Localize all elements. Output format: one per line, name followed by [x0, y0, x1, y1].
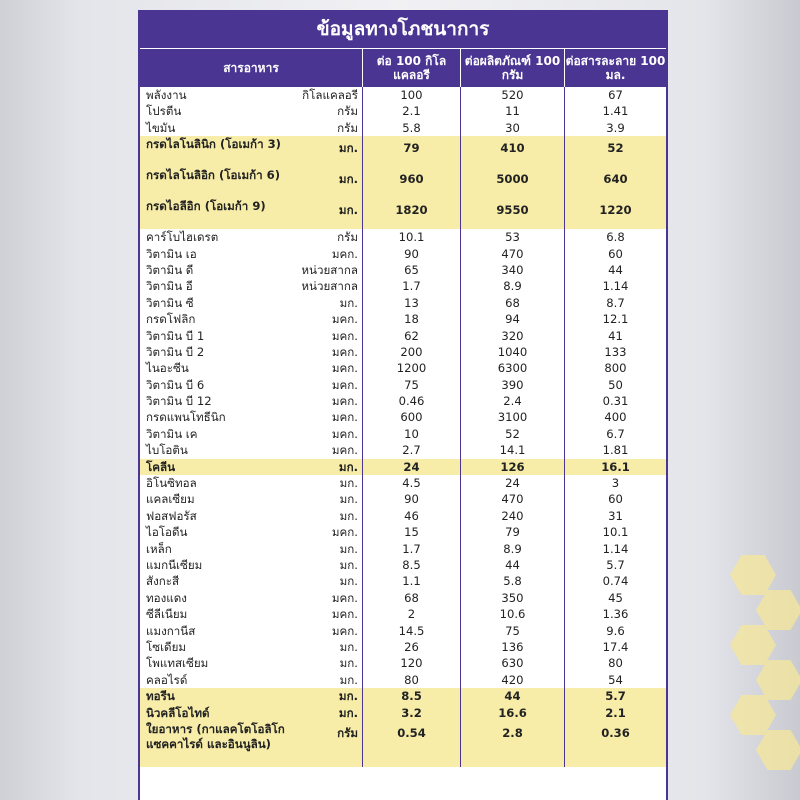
row-value-per-100ml: 44: [564, 262, 666, 278]
row-unit: มก.: [338, 705, 358, 720]
row-nutrient-name: กรดโฟลิก: [146, 312, 196, 327]
row-unit: มคก.: [331, 394, 358, 409]
row-unit: มก.: [339, 672, 358, 687]
table-row: [140, 508, 666, 524]
row-value-per-100g: 1040: [460, 344, 564, 360]
row-value-per-100ml: 3.9: [564, 120, 666, 136]
row-value-per-100g: 126: [460, 459, 564, 475]
row-unit: กรัม: [337, 104, 358, 119]
row-value-per-100kcal: 2.1: [362, 103, 460, 119]
row-unit: มคก.: [331, 246, 358, 261]
row-value-per-100g: 16.6: [460, 705, 564, 721]
row-value-per-100g: 44: [460, 557, 564, 573]
row-unit: มก.: [338, 689, 358, 704]
row-unit: หน่วยสากล: [301, 262, 358, 277]
row-value-per-100kcal: 8.5: [362, 557, 460, 573]
row-value-per-100kcal: 24: [362, 459, 460, 475]
row-unit: มคก.: [331, 623, 358, 638]
row-value-per-100ml: 1.36: [564, 606, 666, 622]
row-value-per-100g: 340: [460, 262, 564, 278]
row-value-per-100ml: 60: [564, 491, 666, 507]
row-value-per-100ml: 5.7: [564, 557, 666, 573]
row-unit: หน่วยสากล: [301, 279, 358, 294]
row-nutrient-name: อิโนซิทอล: [146, 476, 197, 491]
row-nutrient-name: แมกนีเซียม: [146, 557, 203, 572]
table-row: [140, 459, 666, 475]
row-value-per-100kcal: 65: [362, 262, 460, 278]
row-value-per-100kcal: 1.7: [362, 278, 460, 294]
table-row: [140, 295, 666, 311]
table-row: [140, 541, 666, 557]
table-row: [140, 573, 666, 589]
row-value-per-100kcal: 13: [362, 295, 460, 311]
row-nutrient-name: วิตามิน อี: [146, 279, 193, 294]
row-nutrient-name: วิตามิน บี 12: [146, 394, 212, 409]
row-value-per-100kcal: 960: [362, 167, 460, 198]
row-value-per-100kcal: 79: [362, 136, 460, 167]
row-value-per-100g: 44: [460, 688, 564, 704]
row-value-per-100kcal: 90: [362, 491, 460, 507]
row-value-per-100kcal: 62: [362, 328, 460, 344]
row-value-per-100kcal: 1200: [362, 360, 460, 376]
row-nutrient-name: คลอไรด์: [146, 672, 188, 687]
table-row: [140, 360, 666, 376]
row-nutrient-name: ซีลีเนียม: [146, 607, 188, 622]
table-row: [140, 524, 666, 540]
table-row: [140, 442, 666, 458]
row-value-per-100ml: 1.14: [564, 278, 666, 294]
row-value-per-100kcal: 8.5: [362, 688, 460, 704]
row-value-per-100ml: 67: [564, 87, 666, 103]
row-value-per-100ml: 800: [564, 360, 666, 376]
row-nutrient-name: นิวคลีโอไทด์: [146, 705, 210, 720]
row-value-per-100g: 8.9: [460, 278, 564, 294]
row-value-per-100g: 2.4: [460, 393, 564, 409]
row-unit: มคก.: [331, 328, 358, 343]
row-unit: มก.: [339, 476, 358, 491]
row-nutrient-name: ไอโอดีน: [146, 525, 188, 540]
row-unit: มคก.: [331, 410, 358, 425]
table-row: [140, 87, 666, 103]
row-value-per-100ml: 3: [564, 475, 666, 491]
row-value-per-100ml: 12.1: [564, 311, 666, 327]
row-value-per-100ml: 400: [564, 409, 666, 425]
header-per-100g: ต่อผลิตภัณฑ์ 100 กรัม: [460, 49, 564, 87]
row-unit: มคก.: [331, 443, 358, 458]
row-value-per-100kcal: 10.1: [362, 229, 460, 245]
table-header: [140, 48, 666, 87]
row-unit: มคก.: [331, 377, 358, 392]
row-value-per-100kcal: 46: [362, 508, 460, 524]
table-row: [140, 590, 666, 606]
table-row: [140, 262, 666, 278]
row-nutrient-name: กรดแพนโทธีนิก: [146, 410, 226, 425]
row-value-per-100g: 75: [460, 623, 564, 639]
hexagon-decoration: [756, 730, 800, 770]
row-unit: มก.: [339, 574, 358, 589]
row-value-per-100g: 410: [460, 136, 564, 167]
row-value-per-100kcal: 10: [362, 426, 460, 442]
row-unit: มคก.: [331, 344, 358, 359]
row-unit: มก.: [339, 639, 358, 654]
hexagon-decoration: [756, 660, 800, 700]
table-row: [140, 377, 666, 393]
row-nutrient-name: วิตามิน บี 2: [146, 344, 205, 359]
row-value-per-100g: 11: [460, 103, 564, 119]
table-row: [140, 311, 666, 327]
table-row: [140, 688, 666, 704]
row-nutrient-name: กรดไอลีอิก (โอเมก้า 9): [146, 199, 266, 214]
row-value-per-100ml: 31: [564, 508, 666, 524]
row-value-per-100kcal: 600: [362, 409, 460, 425]
row-value-per-100g: 24: [460, 475, 564, 491]
table-row: [140, 328, 666, 344]
table-row: [140, 229, 666, 245]
row-value-per-100kcal: 18: [362, 311, 460, 327]
table-body: [140, 87, 666, 767]
row-value-per-100g: 470: [460, 491, 564, 507]
row-value-per-100ml: 10.1: [564, 524, 666, 540]
row-nutrient-name: วิตามิน เอ: [146, 246, 197, 261]
row-unit: มคก.: [331, 607, 358, 622]
row-nutrient-name: ทองแดง: [146, 590, 187, 605]
row-nutrient-name: โปรตีน: [146, 104, 182, 119]
row-unit: มคก.: [331, 312, 358, 327]
row-nutrient-name: วิตามิน เค: [146, 426, 198, 441]
row-value-per-100kcal: 200: [362, 344, 460, 360]
row-value-per-100kcal: 1.7: [362, 541, 460, 557]
row-nutrient-name: ฟอสฟอรัส: [146, 508, 197, 523]
row-value-per-100kcal: 0.54: [362, 721, 460, 767]
row-value-per-100ml: 50: [564, 377, 666, 393]
row-value-per-100ml: 1.81: [564, 442, 666, 458]
row-nutrient-name: วิตามิน บี 1: [146, 328, 205, 343]
row-value-per-100ml: 5.7: [564, 688, 666, 704]
hexagon-decoration: [730, 695, 776, 735]
row-value-per-100ml: 6.8: [564, 229, 666, 245]
row-unit: มคก.: [331, 590, 358, 605]
hexagon-decoration: [756, 590, 800, 630]
row-unit: กรัม: [337, 725, 358, 740]
row-value-per-100g: 520: [460, 87, 564, 103]
row-value-per-100kcal: 2.7: [362, 442, 460, 458]
row-unit: กรัม: [337, 120, 358, 135]
table-row: [140, 475, 666, 491]
row-nutrient-name: แคลเซียม: [146, 492, 195, 507]
row-value-per-100ml: 8.7: [564, 295, 666, 311]
row-value-per-100g: 79: [460, 524, 564, 540]
row-nutrient-name: ไขมัน: [146, 120, 176, 135]
table-row: [140, 491, 666, 507]
hexagon-decoration: [730, 625, 776, 665]
row-value-per-100g: 3100: [460, 409, 564, 425]
row-unit: มก.: [339, 541, 358, 556]
row-nutrient-name: ไนอะซีน: [146, 361, 189, 376]
row-value-per-100g: 5000: [460, 167, 564, 198]
row-nutrient-name: กรดไลโนลิอิก (โอเมก้า 6): [146, 168, 281, 183]
row-value-per-100ml: 60: [564, 246, 666, 262]
row-nutrient-name: แมงกานีส: [146, 623, 196, 638]
row-unit: มก.: [338, 172, 358, 187]
row-value-per-100kcal: 0.46: [362, 393, 460, 409]
row-unit: มก.: [339, 295, 358, 310]
row-value-per-100g: 390: [460, 377, 564, 393]
row-value-per-100g: 5.8: [460, 573, 564, 589]
table-row: [140, 393, 666, 409]
row-value-per-100ml: 17.4: [564, 639, 666, 655]
row-value-per-100g: 350: [460, 590, 564, 606]
row-value-per-100g: 9550: [460, 198, 564, 229]
row-nutrient-name: กรดไลโนลินิก (โอเมก้า 3): [146, 137, 281, 152]
row-value-per-100kcal: 1.1: [362, 573, 460, 589]
row-nutrient-name: พลังงาน: [146, 88, 187, 102]
row-value-per-100ml: 45: [564, 590, 666, 606]
row-value-per-100ml: 0.31: [564, 393, 666, 409]
table-row: [140, 136, 666, 167]
row-value-per-100kcal: 14.5: [362, 623, 460, 639]
row-value-per-100g: 136: [460, 639, 564, 655]
row-nutrient-name: สังกะสี: [146, 574, 180, 589]
row-value-per-100kcal: 15: [362, 524, 460, 540]
table-row: [140, 606, 666, 622]
table-row: [140, 198, 666, 229]
row-value-per-100ml: 1220: [564, 198, 666, 229]
row-value-per-100kcal: 75: [362, 377, 460, 393]
row-value-per-100kcal: 90: [362, 246, 460, 262]
row-value-per-100kcal: 5.8: [362, 120, 460, 136]
table-row: [140, 655, 666, 671]
hexagon-decoration: [730, 555, 776, 595]
row-unit: มก.: [338, 459, 358, 474]
row-value-per-100ml: 1.41: [564, 103, 666, 119]
row-unit: มคก.: [331, 426, 358, 441]
row-nutrient-name: เหล็ก: [146, 541, 172, 556]
row-value-per-100ml: 1.14: [564, 541, 666, 557]
row-unit: กิโลแคลอรี: [302, 88, 358, 102]
row-nutrient-name: วิตามิน บี 6: [146, 377, 205, 392]
row-value-per-100ml: 9.6: [564, 623, 666, 639]
row-nutrient-name: ใยอาหาร (กาแลคโตโอลิโกแซคคาไรด์ และอินนูลิน): [146, 721, 285, 751]
row-value-per-100ml: 80: [564, 655, 666, 671]
row-value-per-100kcal: 68: [362, 590, 460, 606]
row-value-per-100kcal: 120: [362, 655, 460, 671]
row-value-per-100g: 68: [460, 295, 564, 311]
row-value-per-100g: 240: [460, 508, 564, 524]
row-value-per-100ml: 52: [564, 136, 666, 167]
header-per-100kcal: ต่อ 100 กิโลแคลอรี: [362, 49, 460, 87]
row-value-per-100kcal: 1820: [362, 198, 460, 229]
row-value-per-100g: 10.6: [460, 606, 564, 622]
table-row: [140, 623, 666, 639]
table-row: [140, 557, 666, 573]
row-unit: มก.: [339, 492, 358, 507]
table-row: [140, 103, 666, 119]
row-unit: กรัม: [337, 230, 358, 245]
table-row: [140, 409, 666, 425]
row-value-per-100ml: 133: [564, 344, 666, 360]
row-value-per-100g: 53: [460, 229, 564, 245]
header-nutrient: สารอาหาร: [223, 61, 279, 75]
row-nutrient-name: โพแทสเซียม: [146, 656, 209, 671]
row-value-per-100g: 470: [460, 246, 564, 262]
row-unit: มคก.: [331, 361, 358, 376]
row-value-per-100kcal: 100: [362, 87, 460, 103]
row-value-per-100kcal: 4.5: [362, 475, 460, 491]
table-row: [140, 426, 666, 442]
row-value-per-100kcal: 2: [362, 606, 460, 622]
row-value-per-100ml: 2.1: [564, 705, 666, 721]
row-value-per-100g: 52: [460, 426, 564, 442]
row-nutrient-name: วิตามิน ซี: [146, 295, 194, 310]
table-row: [140, 278, 666, 294]
row-nutrient-name: ไบโอติน: [146, 443, 188, 458]
row-value-per-100ml: 0.36: [564, 721, 666, 767]
row-value-per-100g: 6300: [460, 360, 564, 376]
row-value-per-100kcal: 3.2: [362, 705, 460, 721]
row-unit: มก.: [339, 508, 358, 523]
row-value-per-100g: 320: [460, 328, 564, 344]
row-value-per-100ml: 54: [564, 672, 666, 688]
row-value-per-100g: 2.8: [460, 721, 564, 767]
table-row: [140, 167, 666, 198]
row-value-per-100ml: 640: [564, 167, 666, 198]
row-unit: มคก.: [331, 525, 358, 540]
table-row: [140, 672, 666, 688]
row-unit: มก.: [338, 141, 358, 156]
row-value-per-100kcal: 80: [362, 672, 460, 688]
row-value-per-100ml: 0.74: [564, 573, 666, 589]
nutrition-facts-table: [138, 10, 668, 800]
row-value-per-100ml: 16.1: [564, 459, 666, 475]
row-value-per-100ml: 6.7: [564, 426, 666, 442]
row-value-per-100g: 14.1: [460, 442, 564, 458]
table-row: [140, 705, 666, 721]
row-value-per-100ml: 41: [564, 328, 666, 344]
row-value-per-100kcal: 26: [362, 639, 460, 655]
table-row: [140, 721, 666, 767]
row-value-per-100g: 30: [460, 120, 564, 136]
row-unit: มก.: [338, 203, 358, 218]
row-nutrient-name: วิตามิน ดี: [146, 262, 194, 277]
row-value-per-100g: 630: [460, 655, 564, 671]
table-row: [140, 120, 666, 136]
table-title: ข้อมูลทางโภชนาการ: [140, 12, 666, 48]
row-value-per-100g: 8.9: [460, 541, 564, 557]
row-nutrient-name: ทอรีน: [146, 689, 175, 704]
row-unit: มก.: [339, 557, 358, 572]
table-row: [140, 246, 666, 262]
row-value-per-100g: 420: [460, 672, 564, 688]
row-nutrient-name: โคลีน: [146, 459, 176, 474]
row-nutrient-name: คาร์โบไฮเดรต: [146, 230, 219, 245]
row-value-per-100g: 94: [460, 311, 564, 327]
header-per-100ml: ต่อสารละลาย 100 มล.: [564, 49, 666, 87]
table-row: [140, 344, 666, 360]
row-nutrient-name: โซเดียม: [146, 639, 187, 654]
row-unit: มก.: [339, 656, 358, 671]
table-row: [140, 639, 666, 655]
